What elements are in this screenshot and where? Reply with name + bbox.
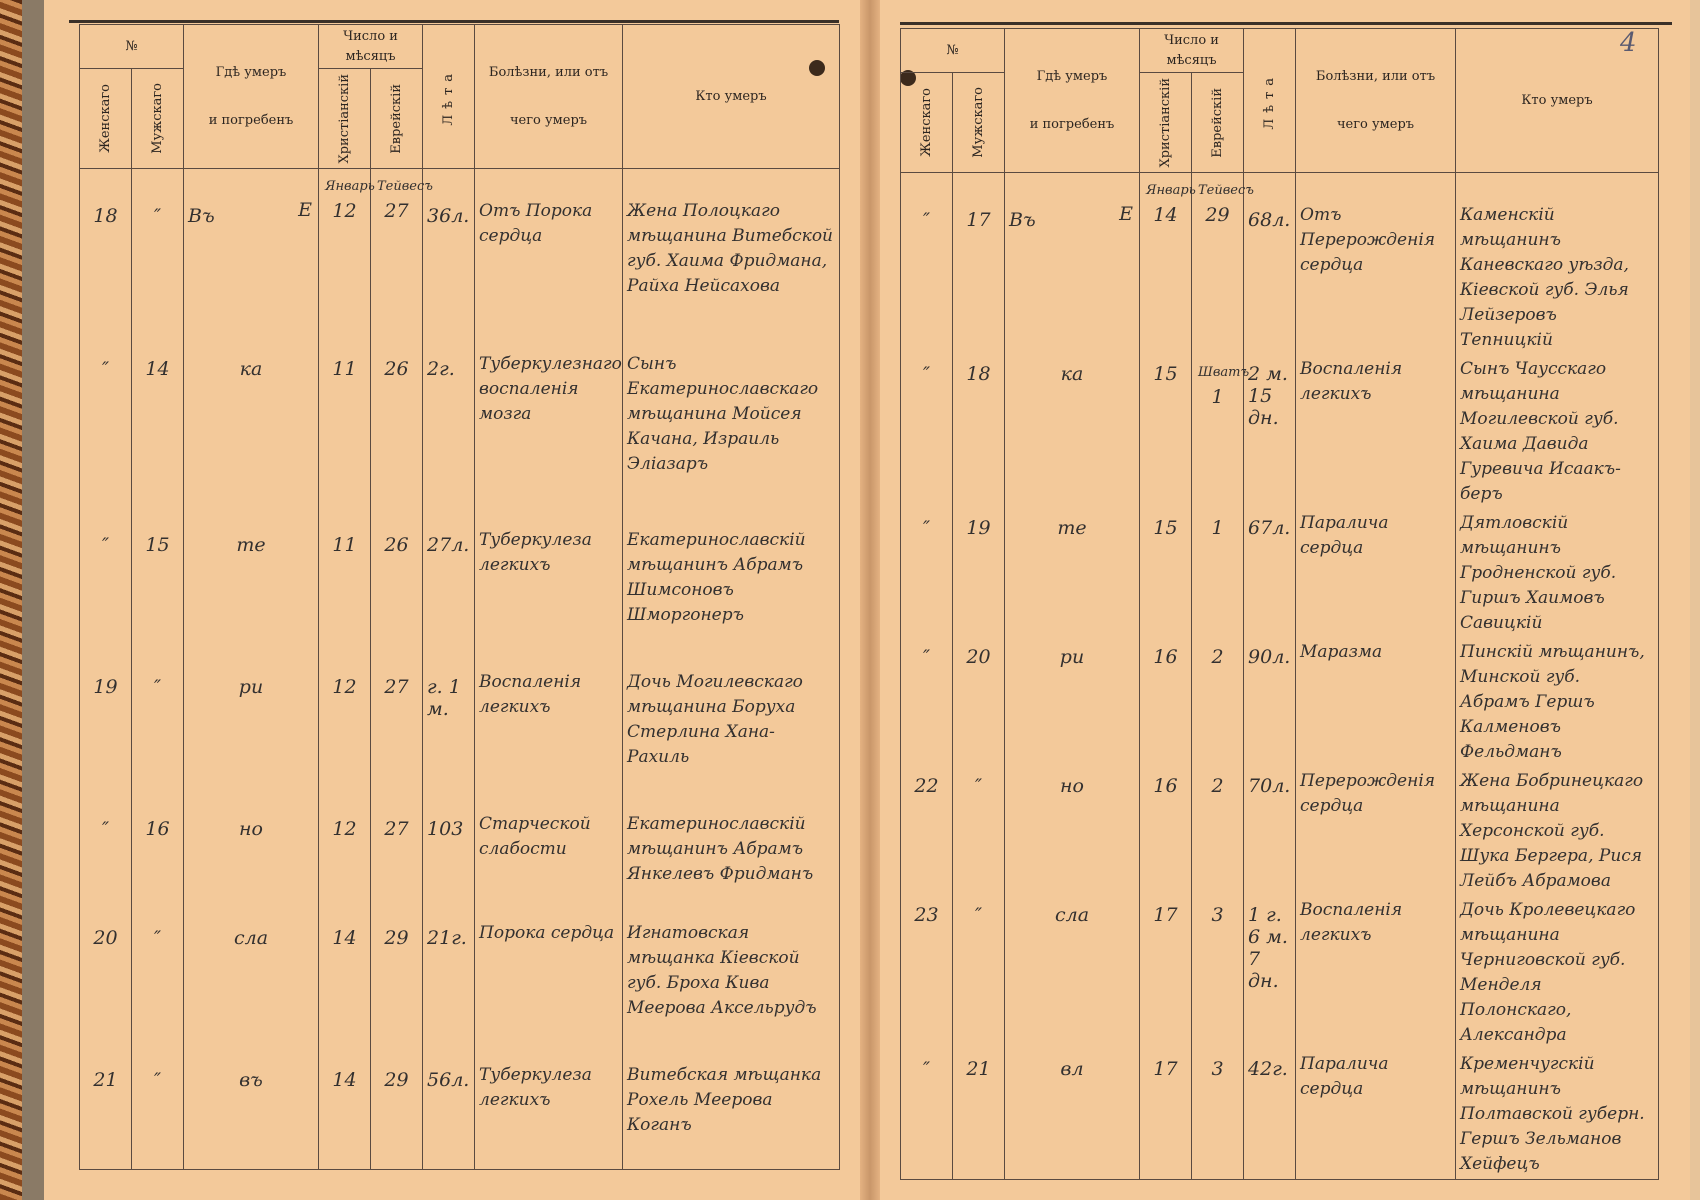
left-register-table <box>79 24 840 1170</box>
header-male-text: Мужскаго <box>970 87 986 158</box>
male-number-cell <box>953 355 1005 509</box>
christian-day-cell <box>319 810 371 918</box>
disease-cell <box>1296 638 1456 767</box>
christian-day-cell <box>1140 173 1196 356</box>
where-cell <box>1005 173 1140 356</box>
where-cell-suffix: Е <box>298 199 312 221</box>
female-number-cell <box>80 350 132 526</box>
where-cell <box>1005 509 1140 638</box>
christian-day-cell-text: 12 <box>332 818 357 841</box>
female-number-cell <box>80 810 132 918</box>
where-cell-text: вл <box>1060 1058 1084 1080</box>
male-number-cell-text: ″ <box>153 676 162 699</box>
male-number-cell <box>132 526 184 668</box>
disease-cell <box>1296 509 1456 638</box>
jewish-day-cell <box>371 350 423 526</box>
disease-cell-text: Воспаленія легкихъ <box>479 672 582 718</box>
left-page <box>44 0 860 1200</box>
christian-day-cell-text: 15 <box>1153 363 1178 385</box>
header-male-text: Мужскаго <box>149 83 165 154</box>
header-age-text: Лѣта <box>440 67 456 126</box>
header-female <box>901 73 953 173</box>
header-where-line1: Гдѣ умеръ <box>1036 69 1108 84</box>
male-number-cell <box>132 169 184 350</box>
male-number-cell-text: 21 <box>966 1058 991 1080</box>
female-number-cell-text: 20 <box>93 926 118 949</box>
where-cell-text: ри <box>1059 646 1085 668</box>
christian-day-cell <box>319 350 371 526</box>
male-number-cell-text: 15 <box>145 534 170 557</box>
male-number-cell <box>953 638 1005 767</box>
header-where <box>184 25 319 169</box>
who-cell-text: Дочь Кролевецкаго мѣщанина Черниговской губ. Менделя Полонскаго, Александра <box>1460 900 1636 1045</box>
who-cell <box>1456 355 1659 509</box>
jewish-day-cell <box>1192 173 1254 356</box>
male-number-cell <box>132 810 184 918</box>
male-number-cell-text: 17 <box>966 209 991 231</box>
who-cell <box>1456 173 1659 356</box>
male-number-cell <box>132 350 184 526</box>
male-number-cell <box>132 1061 184 1170</box>
age-cell-text: 36л. <box>427 205 470 227</box>
female-number-cell <box>80 1061 132 1170</box>
header-christian <box>1140 73 1192 173</box>
who-cell <box>623 169 840 350</box>
male-number-cell-text: 18 <box>966 363 991 385</box>
who-cell <box>623 919 840 1061</box>
disease-cell <box>475 169 623 350</box>
christian-day-cell-text: 17 <box>1153 1058 1178 1080</box>
jewish-day-cell-text: 1 <box>1211 517 1224 539</box>
disease-cell <box>475 810 623 918</box>
top-rule <box>900 22 1672 25</box>
age-cell <box>1244 355 1296 509</box>
disease-cell-text: Паралича сердца <box>1300 513 1389 558</box>
who-cell <box>1456 1050 1659 1180</box>
who-cell <box>1456 767 1659 896</box>
header-age <box>423 25 475 169</box>
who-cell-text: Игнатовская мѣщанка Кiевской губ. Броха Кива Меерова Аксельрудъ <box>627 922 817 1018</box>
male-number-cell <box>953 1050 1005 1180</box>
christian-day-cell-text: 14 <box>332 1068 357 1091</box>
right-register-table <box>900 28 1659 1180</box>
jewish-day-cell-text: 26 <box>384 534 409 557</box>
disease-cell-text: Туберкулезнаго воспаленія мозга <box>479 353 622 424</box>
age-cell <box>1244 173 1296 356</box>
jewish-day-cell <box>371 919 423 1061</box>
female-number-cell-text: 22 <box>914 775 939 797</box>
who-cell-text: Дятловскiй мѣщанинъ Гродненской губ. Гиршъ Хаимовъ Савицкiй <box>1460 513 1617 633</box>
who-cell-text: Екатеринославскiй мѣщанинъ Абрамъ Шимсоновъ Шморгонеръ <box>627 530 806 626</box>
who-cell-text: Витебская мѣщанка Рохель Меерова Коганъ <box>627 1064 822 1135</box>
register-row <box>901 896 1659 1050</box>
female-number-cell-text: 21 <box>93 1068 118 1091</box>
page-stack-edge <box>22 0 44 1200</box>
where-cell <box>1005 896 1140 1050</box>
female-number-cell-text: 23 <box>914 904 939 926</box>
female-number-cell <box>901 896 953 1050</box>
male-number-cell <box>132 668 184 810</box>
where-cell <box>1005 355 1140 509</box>
where-cell-text: Въ <box>1009 209 1036 231</box>
age-cell <box>1244 1050 1296 1180</box>
christian-day-cell-text: 16 <box>1153 775 1178 797</box>
christian-day-cell <box>319 1061 371 1170</box>
disease-cell <box>475 668 623 810</box>
register-row <box>80 526 840 668</box>
jewish-month: Тейвесъ <box>1198 183 1254 198</box>
where-cell <box>184 350 319 526</box>
disease-cell-text: Туберкулеза легкихъ <box>479 1064 592 1110</box>
female-number-cell <box>901 1050 953 1180</box>
female-number-cell <box>80 169 132 350</box>
disease-cell-text: Порока сердца <box>479 922 615 943</box>
christian-day-cell-text: 11 <box>332 534 357 557</box>
register-row <box>80 668 840 810</box>
where-cell <box>184 810 319 918</box>
jewish-month: Тейвесъ <box>377 179 433 194</box>
jewish-day-cell <box>371 668 423 810</box>
jewish-day-cell <box>371 1061 423 1170</box>
female-number-cell <box>80 668 132 810</box>
register-row <box>901 173 1659 356</box>
header-age-text: Лѣта <box>1261 71 1277 130</box>
who-cell <box>1456 509 1659 638</box>
age-cell-text: 1 г. 6 м. 7 дн. <box>1248 904 1288 992</box>
christian-day-cell <box>319 169 375 350</box>
register-row <box>901 767 1659 896</box>
header-disease <box>475 25 623 169</box>
age-cell <box>1244 638 1296 767</box>
where-cell-text: но <box>239 818 263 841</box>
female-number-cell <box>901 638 953 767</box>
header-date: Число и мѣсяцъ <box>319 25 423 69</box>
disease-cell <box>475 526 623 668</box>
jewish-day-cell-text: 2 <box>1211 775 1224 797</box>
female-number-cell-text: ″ <box>922 646 931 668</box>
where-cell-text: сла <box>1054 904 1090 926</box>
age-cell-text: 68л. <box>1248 209 1291 231</box>
where-cell <box>184 919 319 1061</box>
male-number-cell <box>953 896 1005 1050</box>
age-cell <box>423 668 475 810</box>
disease-cell-text: Маразма <box>1300 642 1383 662</box>
female-number-cell <box>80 526 132 668</box>
age-cell <box>423 350 475 526</box>
female-number-cell <box>80 919 132 1061</box>
who-cell <box>623 810 840 918</box>
right-page <box>880 0 1690 1200</box>
male-number-cell <box>953 173 1005 356</box>
jewish-day-cell <box>1192 355 1250 509</box>
female-number-cell-text: ″ <box>922 517 931 539</box>
female-number-cell <box>901 173 953 356</box>
where-cell-text: въ <box>239 1068 263 1091</box>
christian-day-cell-text: 14 <box>332 926 357 949</box>
header-where-line2: и погребенъ <box>1029 116 1115 132</box>
age-cell-text: 70л. <box>1248 775 1291 797</box>
jewish-day-cell <box>371 526 423 668</box>
jewish-day-cell <box>1192 638 1244 767</box>
christian-day-cell-text: 16 <box>1153 646 1178 668</box>
book-cover-edge <box>0 0 22 1200</box>
christian-month: Январь <box>1146 183 1196 198</box>
header-male <box>953 73 1005 173</box>
disease-cell <box>1296 355 1456 509</box>
who-cell <box>623 350 840 526</box>
disease-cell-text: Воспаленія легкихъ <box>1300 900 1403 945</box>
header-where-line2: и погребенъ <box>208 112 294 128</box>
header-number: № <box>901 29 1005 73</box>
who-cell-text: Сынъ Екатеринославскаго мѣщанина Мойсея Качана, Израиль Элiазаръ <box>627 353 819 474</box>
who-cell-text: Жена Полоцкаго мѣщанина Витебской губ. Хаима Фридмана, Райха Нейсахова <box>627 201 833 296</box>
where-cell-text: те <box>1057 517 1087 539</box>
male-number-cell-text: 14 <box>145 357 170 380</box>
jewish-day-cell-text: 1 <box>1211 386 1224 408</box>
register-row <box>80 810 840 918</box>
christian-day-cell-text: 12 <box>332 676 357 699</box>
register-row <box>901 1050 1659 1180</box>
disease-cell <box>475 1061 623 1170</box>
who-cell-text: Пинскiй мѣщанинъ, Минской губ. Абрамъ Гершъ Калменовъ Фельдманъ <box>1460 642 1645 762</box>
age-cell <box>423 810 475 918</box>
male-number-cell-text: 16 <box>145 818 170 841</box>
header-who: Кто умеръ <box>623 25 840 169</box>
age-cell-text: 27л. <box>427 534 470 557</box>
header-number: № <box>80 25 184 69</box>
christian-month: Январь <box>325 179 375 194</box>
where-cell-text: сла <box>233 926 269 949</box>
where-cell-text: те <box>236 534 266 557</box>
age-cell <box>1244 509 1296 638</box>
male-number-cell <box>953 767 1005 896</box>
who-cell-text: Дочь Могилевскаго мѣщанина Боруха Стерлина Хана-Рахиль <box>627 672 803 768</box>
register-row <box>901 355 1659 509</box>
jewish-day-cell <box>1192 767 1244 896</box>
disease-cell-text: Перерожденія сердца <box>1300 771 1436 816</box>
christian-day-cell <box>1140 1050 1192 1180</box>
jewish-day-cell-text: 3 <box>1211 904 1224 926</box>
who-cell-text: Жена Бобринецкаго мѣщанина Херсонской губ. Шука Бергера, Рися Лейбъ Абрамова <box>1460 771 1644 891</box>
book-gutter <box>860 0 880 1200</box>
christian-day-cell <box>1140 509 1192 638</box>
where-cell-text: но <box>1060 775 1084 797</box>
female-number-cell-text: ″ <box>922 363 931 385</box>
christian-day-cell <box>1140 896 1192 1050</box>
header-disease-line2: чего умеръ <box>509 112 588 128</box>
register-row <box>80 1061 840 1170</box>
age-cell-text: 90л. <box>1248 646 1291 668</box>
female-number-cell-text: ″ <box>922 1058 931 1080</box>
age-cell-text: 56л. <box>427 1068 470 1091</box>
disease-cell <box>475 919 623 1061</box>
male-number-cell-text: ″ <box>153 926 162 949</box>
header-age <box>1244 29 1296 173</box>
christian-day-cell <box>319 668 371 810</box>
disease-cell-text: Паралича сердца <box>1300 1054 1389 1099</box>
header-disease <box>1296 29 1456 173</box>
christian-day-cell-text: 14 <box>1153 204 1178 226</box>
christian-day-cell-text: 12 <box>332 200 357 222</box>
where-cell-text: ка <box>239 357 263 380</box>
disease-cell-text: Отъ Перерожденія сердца <box>1300 205 1436 275</box>
disease-cell <box>1296 896 1456 1050</box>
where-cell <box>1005 1050 1140 1180</box>
age-cell-text: 21г. <box>427 926 467 949</box>
jewish-day-cell-text: 27 <box>384 676 409 699</box>
header-jewish <box>371 69 423 169</box>
disease-cell-text: Отъ Порока сердца <box>479 201 593 246</box>
male-number-cell-text: ″ <box>974 775 983 797</box>
female-number-cell <box>901 767 953 896</box>
disease-cell-text: Старческой слабости <box>479 814 591 860</box>
where-cell <box>184 169 319 350</box>
jewish-day-cell-text: 29 <box>384 1068 409 1091</box>
male-number-cell <box>953 509 1005 638</box>
header-christian-text: Христiанскiй <box>1157 77 1173 168</box>
age-cell <box>423 1061 475 1170</box>
disease-cell <box>1296 767 1456 896</box>
age-cell <box>1244 896 1296 1050</box>
disease-cell-text: Туберкулеза легкихъ <box>479 530 592 576</box>
jewish-day-cell-text: 29 <box>1205 204 1230 226</box>
jewish-day-cell <box>371 810 423 918</box>
where-cell <box>1005 767 1140 896</box>
disease-cell-text: Воспаленія легкихъ <box>1300 359 1403 404</box>
where-cell-suffix: Е <box>1119 203 1133 225</box>
header-christian-text: Христiанскiй <box>336 73 352 164</box>
jewish-day-cell-text: 3 <box>1211 1058 1224 1080</box>
female-number-cell-text: ″ <box>922 209 931 231</box>
female-number-cell-text: ″ <box>101 357 110 380</box>
header-disease-line1: Болѣзни, или отъ <box>1315 69 1436 84</box>
age-cell <box>423 526 475 668</box>
male-number-cell-text: ″ <box>974 904 983 926</box>
register-row <box>80 919 840 1061</box>
who-cell <box>1456 638 1659 767</box>
jewish-month-change: Шватъ <box>1198 365 1250 380</box>
who-cell-text: Кременчугскiй мѣщанинъ Полтавской губерн. Гершъ Зельманов Хейфецъ <box>1460 1054 1645 1174</box>
christian-day-cell-text: 11 <box>332 357 357 380</box>
christian-day-cell-text: 17 <box>1153 904 1178 926</box>
header-jewish-text: Еврейскiй <box>388 83 404 154</box>
where-cell <box>1005 638 1140 767</box>
who-cell <box>623 1061 840 1170</box>
header-female-text: Женскаго <box>918 88 934 157</box>
header-where-line1: Гдѣ умеръ <box>215 65 287 80</box>
jewish-day-cell <box>1192 1050 1244 1180</box>
female-number-cell <box>901 509 953 638</box>
top-rule <box>69 20 839 23</box>
header-disease-line2: чего умеръ <box>1336 116 1415 132</box>
jewish-day-cell <box>1192 509 1244 638</box>
who-cell-text: Каменскiй мѣщанинъ Каневскаго уѣзда, Кiевской губ. Элья Лейзеровъ Тепницкiй <box>1460 205 1629 350</box>
jewish-day-cell-text: 27 <box>384 818 409 841</box>
header-who: Кто умеръ <box>1456 29 1659 173</box>
male-number-cell-text: ″ <box>153 205 162 227</box>
where-cell <box>184 1061 319 1170</box>
register-row <box>901 638 1659 767</box>
age-cell-text: 42г. <box>1248 1058 1288 1080</box>
header-female <box>80 69 132 169</box>
where-cell-text: Въ <box>188 205 215 227</box>
age-cell-text: 2 м. 15 дн. <box>1248 363 1288 429</box>
christian-day-cell <box>1140 638 1192 767</box>
register-row <box>901 509 1659 638</box>
header-where <box>1005 29 1140 173</box>
christian-day-cell <box>319 919 371 1061</box>
header-disease-line1: Болѣзни, или отъ <box>488 65 609 80</box>
female-number-cell-text: ″ <box>101 818 110 841</box>
female-number-cell-text: 19 <box>93 676 118 699</box>
jewish-day-cell <box>371 169 433 350</box>
jewish-day-cell <box>1192 896 1244 1050</box>
christian-day-cell-text: 15 <box>1153 517 1178 539</box>
age-cell <box>1244 767 1296 896</box>
header-christian <box>319 69 371 169</box>
header-jewish-text: Еврейскiй <box>1209 87 1225 158</box>
age-cell <box>423 919 475 1061</box>
christian-day-cell <box>1140 767 1192 896</box>
register-row <box>80 350 840 526</box>
register-row <box>80 169 840 350</box>
who-cell <box>623 668 840 810</box>
who-cell <box>1456 896 1659 1050</box>
male-number-cell <box>132 919 184 1061</box>
male-number-cell-text: 20 <box>966 646 991 668</box>
disease-cell <box>475 350 623 526</box>
where-cell <box>184 668 319 810</box>
disease-cell <box>1296 173 1456 356</box>
christian-day-cell <box>319 526 371 668</box>
age-cell-text: 103 <box>427 818 464 841</box>
jewish-day-cell-text: 2 <box>1211 646 1224 668</box>
where-cell-text: ка <box>1060 363 1084 385</box>
male-number-cell-text: 19 <box>966 517 991 539</box>
who-cell-text: Сынъ Чаусскаго мѣщанина Могилевской губ. Хаима Давида Гуревича Исаакъ-беръ <box>1460 359 1621 504</box>
jewish-day-cell-text: 26 <box>384 357 409 380</box>
male-number-cell-text: ″ <box>153 1068 162 1091</box>
age-cell <box>423 169 475 350</box>
age-cell-text: г. 1 м. <box>427 676 461 721</box>
where-cell <box>184 526 319 668</box>
header-male <box>132 69 184 169</box>
female-number-cell-text: ″ <box>101 534 110 557</box>
jewish-day-cell-text: 29 <box>384 926 409 949</box>
header-date: Число и мѣсяцъ <box>1140 29 1244 73</box>
age-cell-text: 67л. <box>1248 517 1291 539</box>
where-cell-text: ри <box>238 676 264 699</box>
page-number: 4 <box>1620 28 1637 58</box>
age-cell-text: 2г. <box>427 357 455 380</box>
jewish-day-cell-text: 27 <box>384 200 409 222</box>
disease-cell <box>1296 1050 1456 1180</box>
female-number-cell-text: 18 <box>93 205 118 227</box>
header-jewish <box>1192 73 1244 173</box>
female-number-cell <box>901 355 953 509</box>
who-cell <box>623 526 840 668</box>
who-cell-text: Екатеринославскiй мѣщанинъ Абрамъ Янкелевъ Фридманъ <box>627 814 814 885</box>
christian-day-cell <box>1140 355 1192 509</box>
header-female-text: Женскаго <box>97 84 113 153</box>
